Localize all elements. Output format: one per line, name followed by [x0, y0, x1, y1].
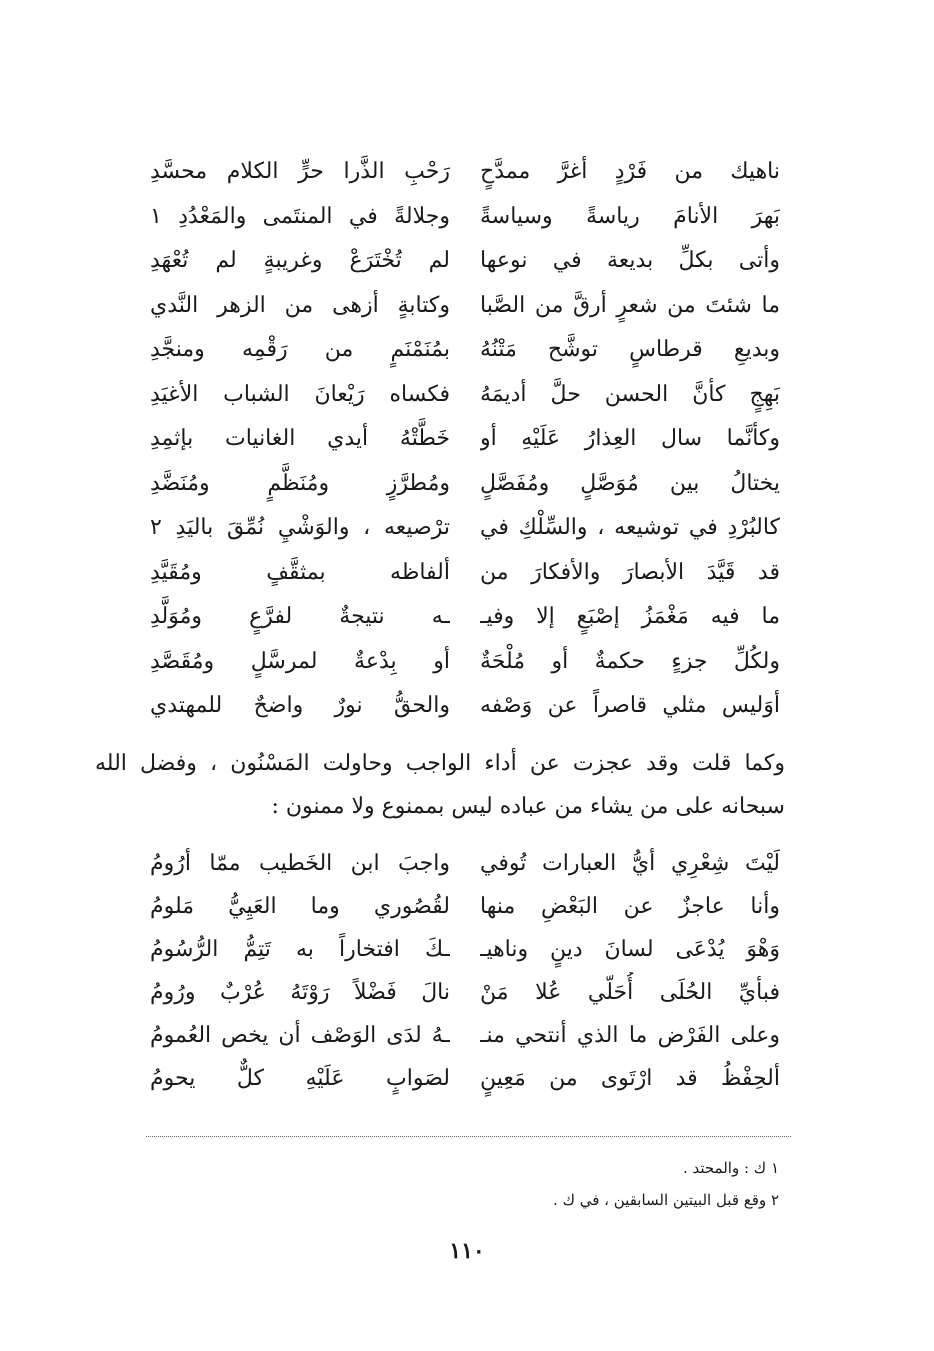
verse-line: [150, 684, 780, 729]
verse-first-hemistich: أوَليس مثلي قاصراً عن وَصْفه: [480, 693, 780, 718]
verse-line: [150, 972, 780, 1015]
verse-line: [150, 239, 780, 284]
verse-second-hemistich: والحقُّ نورٌ واضحٌ للمهتدي: [150, 693, 450, 718]
verse-first-hemistich: وأتى بكلِّ بديعة في نوعها: [480, 248, 780, 273]
verse-line: [150, 640, 780, 685]
verse-line: [150, 150, 780, 195]
verse-second-hemistich: واجبَ ابن الخَطيب ممّا أرُومُ: [150, 851, 450, 876]
footnote: ٢ وقع قبل البيتين السابقين ، في ك .: [553, 1191, 779, 1209]
verse-first-hemistich: يختالُ بين مُوَصَّلٍ ومُفَصَّلٍ: [480, 470, 780, 496]
verse-line: [150, 417, 780, 462]
verse-first-hemistich: كالبُرْدِ في توشيعه ، والسِّلْكِ في: [480, 515, 780, 540]
verse-second-hemistich: وجلالةً في المنتَمى والمَعْدُدِ ١: [150, 203, 450, 229]
verse-second-hemistich: ترْصيعه ، والوَشْيِ نُمِّقَ باليَدِ ٢: [150, 515, 450, 540]
verse-first-hemistich: وعلى الفَرْض ما الذي أنتحي منـ: [480, 1023, 780, 1048]
verse-first-hemistich: لَيْتَ شِعْرِي أيُّ العبارات تُوفي: [480, 851, 780, 876]
verse-first-hemistich: وبديعِ قرطاسٍ توشَّح مَتْنُهُ: [480, 337, 780, 362]
verse-second-hemistich: خَطَّتْهُ أيدي الغانيات بإثمِدِ: [150, 426, 450, 451]
verse-line: [150, 886, 780, 929]
verse-first-hemistich: وكأنَّما سال العِذارُ عَلَيْهِ أو: [480, 426, 780, 451]
verse-second-hemistich: ـكَ افتخاراً به تَتِمُّ الرُّسُومُ: [150, 937, 450, 962]
verse-first-hemistich: قد قَيَّدَ الأبصارَ والأفكارَ من: [480, 559, 780, 585]
verse-line: [150, 1015, 780, 1058]
verse-second-hemistich: رَحْبِ الذَّرا حرٍّ الكلام محسَّدِ: [150, 159, 450, 184]
prose-line: سبحانه على من يشاء من عباده ليس بممنوع ولا ممنون :: [271, 794, 785, 819]
verse-first-hemistich: فبأيِّ الحُلَى أُحَلّي عُلا مَنْ: [480, 980, 780, 1005]
verse-second-hemistich: بمُنَمْنَمٍ من رَقْمِه ومنجَّدِ: [150, 337, 450, 362]
footnote: ١ ك : والمحتد .: [682, 1159, 779, 1177]
verse-second-hemistich: نالَ فَضْلاً رَوْتَهُ عُرْبٌ ورُومُ: [150, 980, 450, 1005]
verse-second-hemistich: لصَوابٍ عَلَيْهِ كلٌّ يحومُ: [150, 1066, 450, 1091]
verse-second-hemistich: فكساه رَيْعانَ الشباب الأغيَدِ: [150, 381, 450, 407]
poem-stanza-2: [150, 843, 780, 1101]
verse-second-hemistich: أو بِدْعةٌ لمرسَّلٍ ومُقَصَّدِ: [150, 648, 450, 674]
verse-first-hemistich: ما فيه مَغْمَزُ إصْبَعٍ إلا وفيـ: [480, 604, 780, 629]
verse-line: [150, 328, 780, 373]
verse-first-hemistich: وَهْوَ يُدْعَى لسانَ دينٍ وناهيـ: [480, 937, 780, 962]
verse-line: [150, 462, 780, 507]
verse-second-hemistich: ألفاظه بمثقَّفٍ ومُقَيَّدِ: [150, 559, 450, 585]
verse-line: [150, 929, 780, 972]
verse-first-hemistich: بَهِجٍ كأنَّ الحسن حلَّ أديمَهُ: [480, 381, 780, 407]
verse-line: [150, 843, 780, 886]
verse-first-hemistich: وأنا عاجزٌ عن البَعْضِ منها: [480, 894, 780, 919]
prose-line: وكما قلت وقد عجزت عن أداء الواجب وحاولت المَسْنُون ، وفضل الله: [95, 751, 785, 776]
verse-line: [150, 551, 780, 596]
verse-first-hemistich: ألحِفْظُ قد ارْتَوى من مَعِينٍ: [480, 1066, 780, 1091]
verse-line: [150, 195, 780, 240]
footnote-separator: [146, 1136, 791, 1137]
poem-stanza-1: [150, 150, 780, 729]
verse-second-hemistich: لم تُخْتَرَعْ وغريبةٍ لم تُعْهَدِ: [150, 248, 450, 273]
verse-second-hemistich: ـهُ لدَى الوَصْف أن يخص العُمومُ: [150, 1023, 450, 1048]
verse-line: [150, 595, 780, 640]
verse-first-hemistich: ما شئتَ من شعرٍ أرقَّ من الصَّبا: [480, 292, 780, 318]
verse-first-hemistich: ولكُلِّ جزءٍ حكمةٌ أو مُلْحَةٌ: [480, 648, 780, 674]
page-number: ١١٠: [449, 1238, 485, 1264]
verse-first-hemistich: بَهرَ الأنامَ رياسةً وسياسةً: [480, 203, 780, 229]
verse-line: [150, 1058, 780, 1101]
verse-second-hemistich: لقُصُوري وما العَيِيُّ مَلومُ: [150, 894, 450, 919]
verse-second-hemistich: ومُطرَّزٍ ومُنَظَّمٍ ومُنَضَّدِ: [150, 470, 450, 496]
verse-second-hemistich: وكتابةٍ أزهى من الزهر النَّدي: [150, 292, 450, 318]
verse-second-hemistich: ـه نتيجةٌ لفرَّعٍ ومُوَلَّدِ: [150, 604, 450, 629]
verse-first-hemistich: ناهيك من فَرْدٍ أغرَّ ممدَّحٍ: [480, 159, 780, 184]
verse-line: [150, 284, 780, 329]
verse-line: [150, 506, 780, 551]
verse-line: [150, 373, 780, 418]
